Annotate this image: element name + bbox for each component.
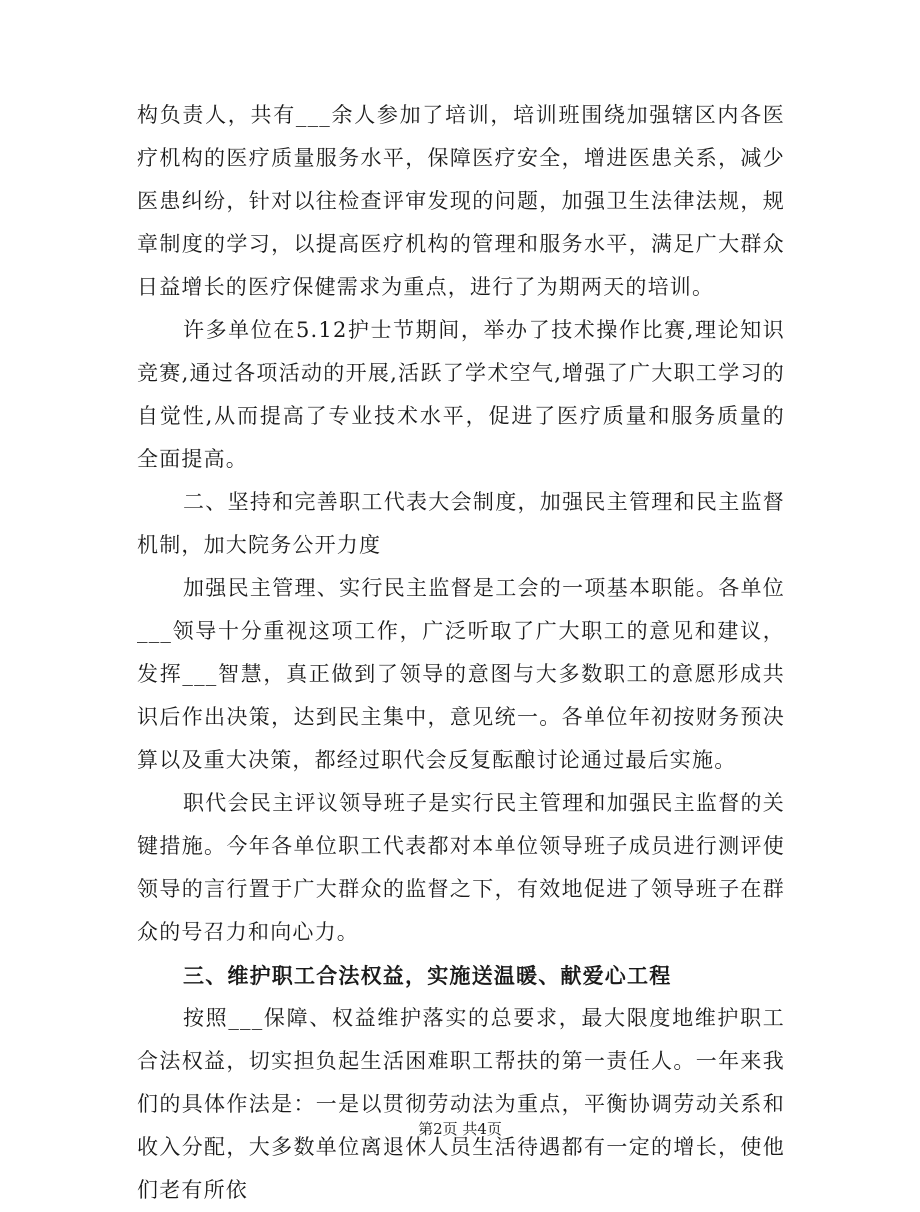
paragraph-training: 构负责人，共有___余人参加了培训，培训班围绕加强辖区内各医疗机构的医疗质量服务水平，保障医疗安全，增进医患关系，减少医患纠纷，针对以往检查评审发现的问题，加强卫生法律法规，规章制度的学习，以提高医疗机构的管理和服务水平，满足广大群众日益增长的医疗保健需求为重点，进行了为期两天的培训。 <box>137 103 785 299</box>
page-footer: 第2页 共4页 <box>418 1120 502 1138</box>
section-heading-three: 三、维护职工合法权益，实施送温暖、献爱心工程 <box>183 963 672 988</box>
section-heading-two: 二、坚持和完善职工代表大会制度，加强民主管理和民主监督机制，加大院务公开力度 <box>137 490 785 557</box>
paragraph-worker-rights: 按照___保障、权益维护落实的总要求，最大限度地维护职工合法权益，切实担负起生活困难职工帮扶的第一责任人。一年来我们的具体作法是：一是以贯彻劳动法为重点，平衡协调劳动关系和收入分配，大多数单位离退休人员生活待遇都有一定的增长，使他们老有所依 <box>137 1006 785 1202</box>
paragraph-leadership-review: 职代会民主评议领导班子是实行民主管理和加强民主监督的关键措施。今年各单位职工代表都对本单位领导班子成员进行测评使领导的言行置于广大群众的监督之下，有效地促进了领导班子在群众的号召力和向心力。 <box>137 791 785 944</box>
paragraph-democratic-management: 加强民主管理、实行民主监督是工会的一项基本职能。各单位___领导十分重视这项工作，广泛听取了广大职工的意见和建议，发挥___智慧，真正做到了领导的意图与大多数职工的意愿形成共识后作出决策，达到民主集中，意见统一。各单位年初按财务预决算以及重大决策，都经过职代会反复酝酿讨论通过最后实施。 <box>137 576 785 772</box>
paragraph-nurses-day: 许多单位在5.12护士节期间，举办了技术操作比赛,理论知识竞赛,通过各项活动的开展,活跃了学术空气,增强了广大职工学习的自觉性,从而提高了专业技术水平，促进了医疗质量和服务质量的全面提高。 <box>137 318 785 471</box>
document-body <box>137 94 785 1212</box>
